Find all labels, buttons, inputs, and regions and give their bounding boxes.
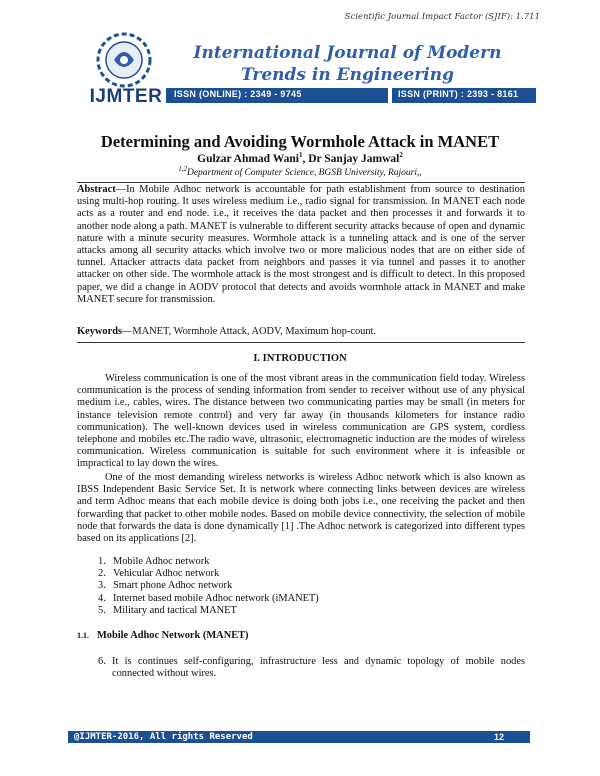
list-item-text: Vehicular Adhoc network	[113, 568, 220, 580]
intro-paragraph-1-text: Wireless communication is one of the most vibrant areas in the communication field today. Wireless communication is the process of sending information from sender to receiver without use of any physical medium i.e., cables, wires. The distance between two communicating parties may be small (in meters for instance television remote control) and very far away (in thousands kilometers for instance radio communication). The well-known devices used in wireless communication are GPS system, cordless telephone and mobiles etc.The radio wave, ultrasonic, electromagnetic induction are the modes of wireless communication. Wireless communication is suitable for such environment where it is infeasible or impractical to lay down the wires.	[77, 373, 525, 470]
list-item-number: 4.	[98, 592, 106, 604]
abstract	[77, 184, 525, 306]
intro-paragraph-2-text: One of the most demanding wireless networks is wireless Adhoc network which is also known as IBSS Independent Basic Service Set. It is network where connecting links between devices are wireless and term Adhoc means that each mobile device is doing both jobs i.e., one receiving the packet and then forwarding that packet to other mobile nodes. Based on mobile device connectivity, the selection of mobile node that forwards the data is done dynamically [1] .The Adhoc network is categorized into different types based on its applications [2].	[77, 472, 525, 545]
keywords	[77, 326, 525, 338]
list-item-text: Military and tactical MANET	[113, 604, 237, 616]
subsection-heading	[77, 630, 249, 641]
abstract-top-rule	[77, 182, 525, 183]
keywords-text: —MANET, Wormhole Attack, AODV, Maximum hop-count.	[122, 326, 377, 337]
list-item	[98, 556, 319, 568]
list-item-text: Internet based mobile Adhoc network (iMANET)	[113, 592, 319, 604]
paper-title: Determining and Avoiding Wormhole Attack in MANET	[100, 132, 500, 151]
journal-title-line1: International Journal of Modern Trends in Engineering	[193, 43, 502, 85]
author-2-sup: 2	[399, 151, 403, 159]
issn-online: ISSN (ONLINE) : 2349 - 9745	[174, 89, 302, 99]
list-item-6	[98, 656, 525, 680]
list-item	[98, 593, 319, 605]
list-item-text: Mobile Adhoc network	[113, 556, 210, 567]
keywords-label: Keywords	[77, 326, 123, 337]
footer-page-number: 12	[494, 732, 505, 742]
list-item	[98, 605, 319, 617]
list-item-text: It is continues self-configuring, infrastructure less and dynamic topology of mobile nodes connected without wires.	[112, 656, 525, 680]
author-1: Gulzar Ahmad Wani	[197, 152, 299, 165]
impact-factor: Scientific Journal Impact Factor (SJIF): 1.711	[344, 12, 540, 22]
issn-divider	[388, 88, 392, 103]
subsection-number: 1.1.	[77, 631, 89, 640]
keywords-bottom-rule	[77, 342, 525, 343]
affiliation	[0, 165, 600, 178]
issn-print: ISSN (PRINT) : 2393 - 8161	[398, 89, 519, 99]
list-item-number: 3.	[98, 580, 106, 592]
abstract-label: Abstract	[77, 184, 116, 195]
list-item-number: 5.	[98, 604, 106, 616]
intro-paragraph-2	[77, 472, 525, 545]
section-heading-introduction: I. INTRODUCTION	[253, 353, 347, 364]
intro-paragraph-1	[77, 373, 525, 471]
subsection-title: Mobile Adhoc Network (MANET)	[97, 630, 249, 641]
authors	[0, 151, 600, 165]
abstract-text: —In Mobile Adhoc network is accountable for path establishment from source to destination using multi-hop routing. It uses wireless medium i.e., radio signal for transmission. In MANET each node acts as a router and end node. i.e., it receives the data packet and then processes it and forwards it to another node along a path. MANET is vulnerable to different security attacks because of open and dynamic nature with a minute security measures. Wormhole attack is a tunneling attack and is one of the server attacks among all security attacks which involve two or more malicious nodes that are on either side of tunnel. Attacker attracts data packet from neighbors and passes it via tunnel and passes it to another attacker on other side. The wormhole attack is the most strongest and is difficult to detect. In this proposed paper, we did a change in AODV protocol that detects and avoids wormhole attack in MANET and make MANET secure for transmission.	[77, 184, 525, 305]
footer-copyright: @IJMTER-2016, All rights Reserved	[74, 732, 253, 742]
list-item	[98, 568, 319, 580]
author-1-sup: 1	[298, 151, 303, 159]
affiliation-text: Department of Computer Science, BGSB University, Rajouri,,	[186, 168, 422, 179]
author-2: Dr Sanjay Jamwal	[308, 152, 400, 165]
logo-text: IJMTER	[89, 86, 163, 107]
list-item-number: 2.	[98, 568, 106, 580]
adhoc-types-list	[98, 556, 319, 617]
author-separator: ,	[302, 152, 309, 165]
list-item-text: Smart phone Adhoc network	[113, 580, 233, 592]
list-item-number: 6.	[98, 656, 106, 667]
affiliation-sup: 1,2	[178, 165, 187, 173]
list-item-number: 1.	[98, 556, 106, 567]
list-item	[98, 580, 319, 592]
